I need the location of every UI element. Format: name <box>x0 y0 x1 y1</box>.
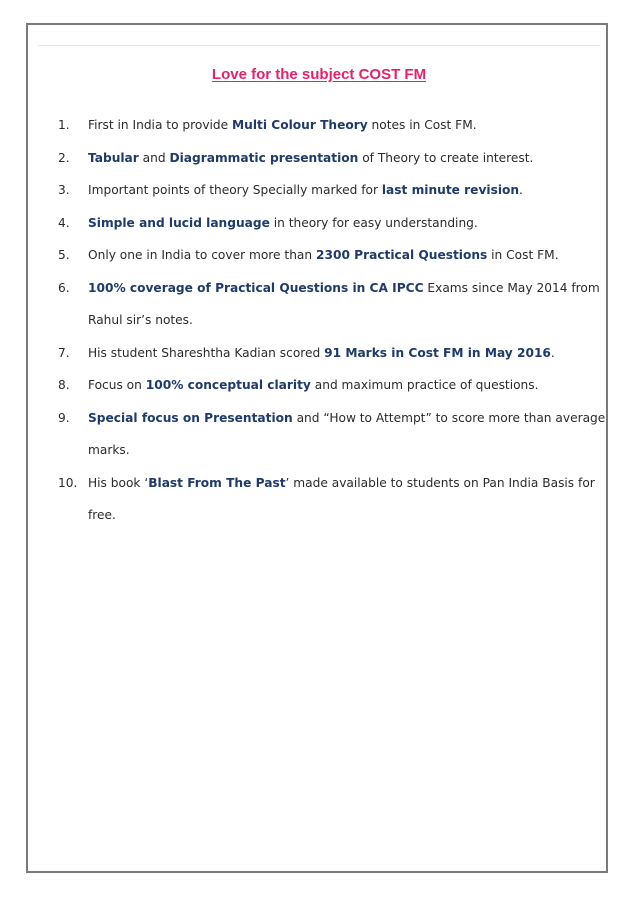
highlight-text: 91 Marks in Cost FM in May 2016 <box>324 345 551 360</box>
page-title: Love for the subject COST FM <box>211 66 427 83</box>
list-item-number: 1. <box>58 118 70 132</box>
body-text: and “How to Attempt” to score more than average marks. <box>88 410 606 457</box>
highlight-text: Special focus on Presentation <box>88 410 293 425</box>
list-item-text <box>88 337 606 370</box>
body-text: His student Shareshtha Kadian scored <box>88 345 325 360</box>
list-item <box>58 337 606 370</box>
body-text: Important points of theory Specially marked for <box>88 183 382 197</box>
body-text: and maximum practice of questions. <box>310 378 539 392</box>
list-item-number: 4. <box>58 215 70 230</box>
list-item-number: 7. <box>58 345 70 360</box>
body-text: His book ‘ <box>88 475 149 490</box>
list-item-number: 6. <box>58 280 70 295</box>
list-item-text <box>88 142 606 175</box>
list-item-text <box>88 109 606 142</box>
body-text: Focus on <box>88 378 146 392</box>
highlight-text: Tabular <box>88 150 139 165</box>
list-item <box>58 402 606 467</box>
list-item-number: 5. <box>58 248 70 262</box>
list-item <box>58 467 606 532</box>
body-text: and <box>138 150 170 165</box>
body-text: ’ made available to students on Pan India Basis for free. <box>88 475 595 522</box>
list-item-number: 9. <box>58 410 70 425</box>
list-item-text <box>88 174 606 207</box>
feature-list <box>58 109 606 532</box>
body-text: in theory for easy understanding. <box>269 215 478 230</box>
body-text: . <box>519 183 523 197</box>
list-item-number: 3. <box>58 183 70 197</box>
list-item <box>58 207 606 240</box>
highlight-text: 2300 Practical Questions <box>316 248 488 262</box>
highlight-text: Diagrammatic presentation <box>169 150 359 165</box>
highlight-text: Multi Colour Theory <box>232 118 368 132</box>
highlight-text: last minute revision <box>381 183 520 197</box>
body-text: Exams since May 2014 from Rahul sir’s notes. <box>88 280 600 327</box>
list-item-number: 2. <box>58 150 70 165</box>
list-item-number: 8. <box>58 378 70 392</box>
highlight-text: 100% coverage of Practical Questions in CA IPCC <box>88 280 424 295</box>
body-text: of Theory to create interest. <box>358 150 534 165</box>
body-text: notes in Cost FM. <box>367 118 477 132</box>
list-item-text <box>88 402 606 467</box>
list-item-text <box>88 467 606 532</box>
list-item-text <box>88 207 606 240</box>
body-text: in Cost FM. <box>487 248 559 262</box>
list-item <box>58 272 606 337</box>
body-text: Only one in India to cover more than <box>88 248 316 262</box>
body-text: . <box>550 345 555 360</box>
highlight-text: 100% conceptual clarity <box>145 378 311 392</box>
list-item-text <box>88 272 606 337</box>
list-item <box>58 142 606 175</box>
list-item <box>58 369 606 402</box>
list-item <box>58 174 606 207</box>
highlight-text: Blast From The Past <box>148 475 286 490</box>
list-item-number: 10. <box>58 475 78 490</box>
header-rule <box>38 45 600 46</box>
list-item-text <box>88 239 606 272</box>
highlight-text: Simple and lucid language <box>88 215 270 230</box>
list-item <box>58 109 606 142</box>
list-item-text <box>88 369 606 402</box>
list-item <box>58 239 606 272</box>
body-text: First in India to provide <box>88 118 233 132</box>
